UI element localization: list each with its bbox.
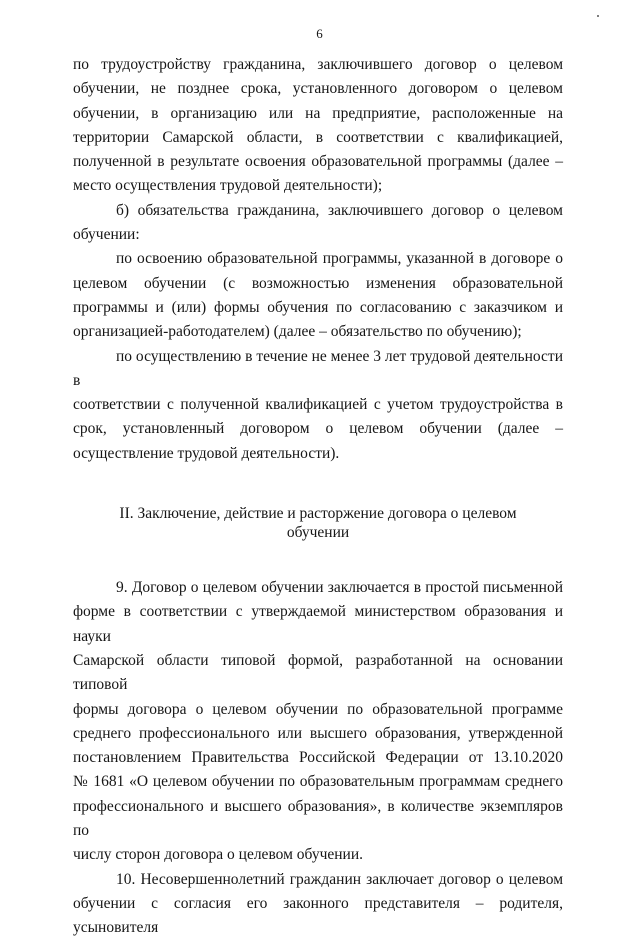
text-line: форме в соответствии с утверждаемой министерством образования и науки bbox=[73, 603, 563, 645]
text-line: полученной в результате освоения образовательной программы (далее – bbox=[73, 153, 563, 171]
paragraph-employment-location bbox=[73, 53, 563, 199]
text-line: Самарской области типовой формой, разработанной на основании типовой bbox=[73, 651, 563, 694]
text-line: постановлением Правительства Российской Федерации от 13.10.2020 bbox=[73, 749, 563, 767]
page-number: 6 bbox=[316, 26, 323, 41]
section-heading-line: II. Заключение, действие и расторжение договора о целевом bbox=[119, 505, 517, 523]
text-line: по трудоустройству гражданина, заключившего договор о целевом bbox=[73, 56, 563, 73]
text-line: формы договора о целевом обучении по образовательной программе bbox=[73, 700, 563, 718]
text-line: б) обязательства гражданина, заключившего договор о целевом bbox=[116, 201, 563, 219]
text-line: среднего профессионального или высшего образования, утвержденной bbox=[73, 724, 563, 742]
text-line: обучении с согласия его законного представителя – родителя, усыновителя bbox=[73, 894, 563, 937]
paragraph-9 bbox=[73, 576, 563, 868]
text-line: 10. Несовершеннолетний гражданин заключает договор о целевом bbox=[116, 870, 563, 888]
document-body bbox=[73, 53, 563, 941]
text-line: обучении, не позднее срока, установленного договором о целевом bbox=[73, 80, 563, 98]
text-line: числу сторон договора о целевом обучении. bbox=[73, 846, 364, 864]
text-line: по освоению образовательной программы, указанной в договоре о bbox=[116, 250, 563, 268]
paragraph-work-obligation bbox=[73, 345, 563, 466]
text-line: обучении: bbox=[73, 226, 140, 244]
text-line: № 1681 «О целевом обучении по образовательным программам среднего bbox=[73, 773, 563, 791]
text-line: программы и (или) формы обучения по согласованию с заказчиком и bbox=[73, 298, 563, 316]
section-heading-line: обучении bbox=[286, 524, 350, 542]
text-line: организацией-работодателем) (далее – обязательство по обучению); bbox=[73, 323, 522, 341]
paragraph-item-b bbox=[73, 199, 563, 248]
text-line: целевом обучении (с возможностью изменения образовательной bbox=[73, 274, 563, 292]
text-line: 9. Договор о целевом обучении заключается в простой письменной bbox=[116, 579, 563, 597]
scan-speck bbox=[597, 15, 599, 17]
text-line: осуществление трудовой деятельности). bbox=[73, 444, 340, 462]
paragraph-study-obligation bbox=[73, 247, 563, 344]
text-line: по осуществлению в течение не менее 3 лет трудовой деятельности в bbox=[73, 347, 563, 389]
text-line: обучении, в организацию или на предприятие, расположенные на bbox=[73, 104, 563, 122]
text-line: место осуществления трудовой деятельности); bbox=[73, 177, 383, 195]
text-line: соответствии с полученной квалификацией с учетом трудоустройства в bbox=[73, 396, 563, 414]
paragraph-10 bbox=[73, 868, 563, 941]
text-line: срок, установленный договором о целевом обучении (далее – bbox=[73, 420, 563, 438]
text-line: территории Самарской области, в соответствии с квалификацией, bbox=[73, 128, 563, 146]
section-heading bbox=[73, 466, 563, 576]
text-line: профессионального и высшего образования», в количестве экземпляров по bbox=[73, 797, 563, 840]
